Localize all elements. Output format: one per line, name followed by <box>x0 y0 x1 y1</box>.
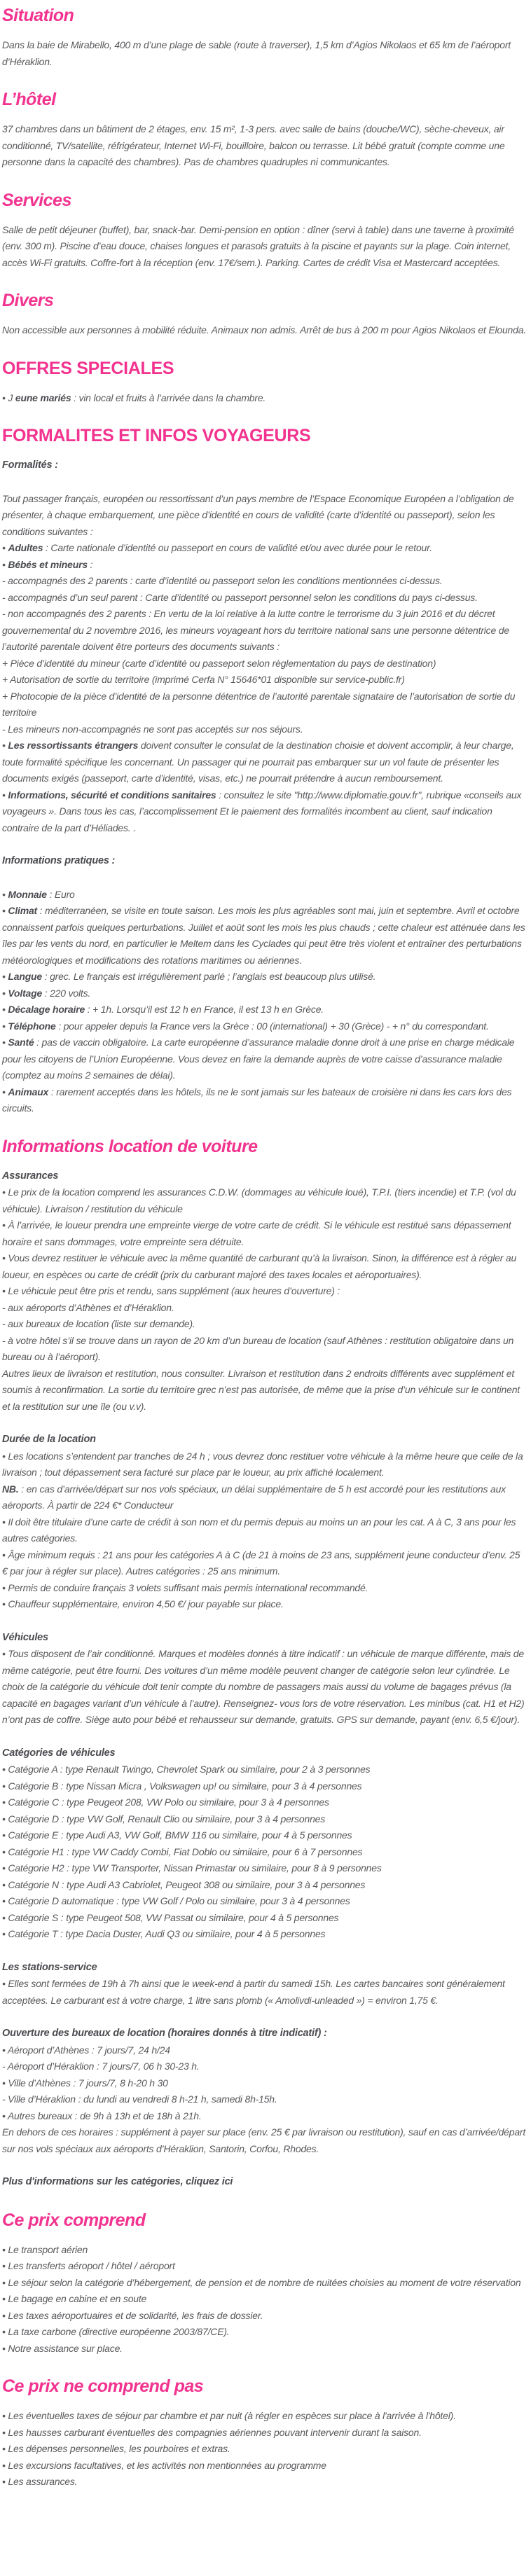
bullet-item <box>2 557 527 574</box>
text: • <box>2 905 8 916</box>
plus-item <box>2 688 527 721</box>
bullet-item <box>2 1217 527 1250</box>
bold-text: Informations, sécurité et conditions sanitaires <box>8 789 216 801</box>
bold-text: Animaux <box>8 1086 49 1097</box>
section-ce-prix-comprend <box>2 2210 527 2357</box>
bullet-item <box>2 2308 527 2325</box>
section-heading: Informations location de voiture <box>2 1136 258 1156</box>
bullet-item <box>2 2425 527 2442</box>
section-services <box>2 191 527 272</box>
text: • Aéroport d’Athènes : 7 jours/7, 24 h/24 <box>2 2044 170 2056</box>
text: • <box>2 971 8 982</box>
text: • <box>2 1037 8 1048</box>
text: + Pièce d’identité du mineur (carte d’identité ou passeport selon règlementation du pays de destination) <box>2 657 436 669</box>
spacer <box>2 870 527 887</box>
bullet-item <box>2 1514 527 1547</box>
text: • Permis de conduire français 3 volets suffisant mais permis international recommandé. <box>2 1581 368 1593</box>
text: • Catégorie S : type Peugeot 508, VW Passat ou similaire, pour 4 à 5 personnes <box>2 1911 339 1923</box>
text: • Ville d’Athènes : 7 jours/7, 8 h-20 h 30 <box>2 2077 168 2089</box>
spacer <box>2 1943 527 1960</box>
text: + Photocopie de la pièce d’identité de la personne détentrice de l’autorité parentale signataire de l’autorisation de sortie du territoire <box>2 690 516 718</box>
text: - Les mineurs non-accompagnés ne sont pas acceptés sur nos séjours. <box>2 723 303 735</box>
text: • <box>2 558 8 570</box>
text: • Catégorie C : type Peugeot 208, VW Polo ou similaire, pour 3 à 4 personnes <box>2 1796 329 1808</box>
sub-heading <box>2 2026 527 2042</box>
text: Dans la baie de Mirabello, 400 m d’une plage de sable (route à traverser), 1,5 km d’Agios Nikolaos et 65 km de l’aéroport d’Héraklion. <box>2 39 511 67</box>
bullet-item <box>2 1580 527 1597</box>
text: - non accompagnés des 2 parents : En vertu de la loi relative à la lutte contre le terrorisme du 3 juin 2016 et du décret gouvernemental du 2 novembre 2016, les mineurs voyageant hors du territoire national sans une personne détentrice de l’autorité parentale doivent être porteurs des documents suivants : <box>2 608 509 652</box>
text: • Les hausses carburant éventuelles des compagnies aériennes pouvant intervenir durant la saison. <box>2 2426 422 2438</box>
bullet-item <box>2 1860 527 1877</box>
text: • Elles sont fermées de 19h à 7h ainsi que le week-end à partir du samedi 15h. Les cartes bancaires sont généralement acceptées. Le carburant est à votre charge, 1 litre sans plomb (« Amolivdi-unleaded ») = environ 1,75 €. <box>2 1978 505 2006</box>
text: • Le séjour selon la catégorie d’hébergement, de pension et de nombre de nuitées choisies au moment de votre réservation <box>2 2276 521 2288</box>
text: En dehors de ces horaires : supplément à payer sur place (env. 25 € par livraison ou restitution), sauf en cas d’arrivée/départ sur nos vols spéciaux aux aéroports d’Héraklion, Santorin, Corfou, Rhodes. <box>2 2126 526 2154</box>
text: • Les assurances. <box>2 2476 78 2487</box>
plus-item <box>2 672 527 688</box>
text: : méditerranéen, se visite en toute saison. Les mois les plus agréables sont mai, juin et septembre. Avril et octobre connaissent parfois quelques perturbations. Juillet et août sont les mois les plus chauds ; cette chaleur est atténuée dans les îles par les vents du nord, en particulier le Meltem dans les Cyclades qui peut être très violent et entraîner des perturbations météorologiques et modifications des rotations maritimes ou aériennes. <box>2 905 525 966</box>
text: Salle de petit déjeuner (buffet), bar, snack-bar. Demi-pension en option : dîner (servi à table) dans une taverne à proximité (env. 300 m). Piscine d’eau douce, chaises longues et parasols gratuits à la piscine et payants sur la plage. Coin internet, accès Wi-Fi gratuits. Coffre-fort à la réception (env. 17€/sem.). Parking. Cartes de crédit Visa et Mastercard acceptées. <box>2 223 514 268</box>
bullet-item <box>2 1018 527 1035</box>
bullet-item <box>2 969 527 985</box>
text: • Notre assistance sur place. <box>2 2342 123 2354</box>
dash-item <box>2 606 527 656</box>
text: : + 1h. Lorsqu’il est 12 h en France, il est 13 h en Grèce. <box>85 1004 324 1015</box>
spacer <box>2 836 527 853</box>
bullet-item <box>2 887 527 903</box>
bullet-item <box>2 1827 527 1844</box>
dash-item <box>2 2058 527 2075</box>
bold-text: Adultes <box>8 542 43 553</box>
paragraph <box>2 491 527 541</box>
bullet-item <box>2 1910 527 1927</box>
bullet-item <box>2 2242 527 2259</box>
spacer <box>2 1729 527 1745</box>
text: • Les éventuelles taxes de séjour par chambre et par nuit (à régler en espèces sur place à l'arrivée à l'hôtel). <box>2 2410 456 2421</box>
section-heading: Divers <box>2 291 54 310</box>
text: - à votre hôtel s’il se trouve dans un rayon de 20 km d’un bureau de location (sauf Athènes : restitution obligatoire dans un bureau ou à l’aéroport). <box>2 1334 514 1362</box>
bullet-item <box>2 2258 527 2275</box>
text: • Il doit être titulaire d’une carte de crédit à son nom et du permis depuis au moins un an pour les cat. A à C, 3 ans pour les autres catégories. <box>2 1516 516 1544</box>
bullet-item <box>2 390 527 407</box>
bullet-item <box>2 2324 527 2341</box>
text: : 220 volts. <box>42 987 91 999</box>
section-heading: Situation <box>2 6 74 25</box>
text: 37 chambres dans un bâtiment de 2 étages, env. 15 m², 1-3 pers. avec salle de bains (douche/WC), sèche-cheveux, air conditionné, TV/satellite, réfrigérateur, Internet Wi-Fi, bouilloire, balcon ou terrasse. Lit bébé gratuit (compte comme une personne dans la capacité des chambres). Pas de chambres quadruples ni communicantes. <box>2 123 505 167</box>
bold-text: Monnaie <box>8 888 47 900</box>
bold-text: Assurances <box>2 1170 59 1182</box>
bullet-item <box>2 1926 527 1943</box>
spacer <box>2 2009 527 2026</box>
spacer <box>2 2157 527 2174</box>
bullet-item <box>2 1893 527 1910</box>
bullet-item <box>2 1844 527 1861</box>
section-heading: FORMALITES ET INFOS VOYAGEURS <box>2 426 311 445</box>
bold-text: Décalage horaire <box>8 1004 85 1015</box>
bullet-item <box>2 2291 527 2308</box>
section-ce-prix-ne-comprend-pas <box>2 2376 527 2491</box>
dash-item <box>2 590 527 607</box>
bullet-item <box>2 1646 527 1729</box>
bold-text: Formalités : <box>2 459 58 471</box>
bold-text: eune mariés <box>15 392 71 403</box>
text: • Catégorie A : type Renault Twingo, Chevrolet Spark ou similaire, pour 2 à 3 personnes <box>2 1764 371 1775</box>
section-informations-location-de-voiture <box>2 1137 527 2191</box>
bold-text: Bébés et mineurs <box>8 558 88 570</box>
text: : grec. Le français est irrégulièrement parlé ; l’anglais est beaucoup plus utilisé. <box>42 971 376 982</box>
bold-text: Les ressortissants étrangers <box>8 740 139 751</box>
bold-text: Les stations-service <box>2 1961 97 1973</box>
bullet-item <box>2 2458 527 2474</box>
dash-item <box>2 1333 527 1366</box>
text: • Catégorie T : type Dacia Duster, Audi Q3 ou similaire, pour 4 à 5 personnes <box>2 1928 326 1939</box>
paragraph <box>2 1366 527 1415</box>
bullet-item <box>2 1448 527 1481</box>
bullet-item <box>2 1811 527 1828</box>
dash-item <box>2 721 527 738</box>
bullet-item <box>2 2474 527 2491</box>
bold-text: Durée de la location <box>2 1434 96 1445</box>
sub-heading <box>2 1432 527 1448</box>
bold-text: Véhicules <box>2 1631 48 1643</box>
bullet-item <box>2 2275 527 2292</box>
paragraph <box>2 2124 527 2157</box>
text: • Catégorie N : type Audi A3 Cabriolet, Peugeot 308 ou similaire, pour 3 à 4 personnes <box>2 1878 366 1890</box>
plus-item <box>2 656 527 672</box>
section-situation <box>2 6 527 70</box>
text: • J <box>2 392 15 403</box>
text: : rarement acceptés dans les hôtels, ils ne le sont jamais sur les bateaux de croisière ni dans les cars lors des circuits. <box>2 1086 512 1114</box>
sub-heading <box>2 457 527 474</box>
bullet-item <box>2 738 527 787</box>
bold-text: Plus d'informations sur les catégories, cliquez ici <box>2 2176 233 2187</box>
text: • <box>2 1020 8 1032</box>
text: • Les locations s’entendent par tranches de 24 h ; vous devrez donc restituer votre véhicule à la même heure que celle de la livraison ; tout dépassement sera facturé sur place par le loueur, au prix affiché localement. <box>2 1450 523 1478</box>
dash-item <box>2 2091 527 2108</box>
bold-text: Santé <box>8 1037 34 1048</box>
text: • Les transferts aéroport / hôtel / aéroport <box>2 2260 175 2271</box>
bullet-item <box>2 1184 527 1217</box>
text: Tout passager français, européen ou ressortissant d’un pays membre de l’Espace Economique Européen a l’obligation de présenter, à chaque embarquement, une pièce d’identité en cours de validité (carte d’identité ou passeport), selon les conditions suivantes : <box>2 492 514 537</box>
text: : pour appeler depuis la France vers la Grèce : 00 (international) + 30 (Grèce) - + n° du correspondant. <box>55 1020 489 1032</box>
text: - aux bureaux de location (liste sur demande). <box>2 1318 195 1329</box>
text: : pas de vaccin obligatoire. La carte européenne d’assurance maladie donne droit à une prise en charge médicale pour les citoyens de l’Union Européenne. Vous devez en faire la demande auprès de votre caisse d’assurance maladie (comptez au moins 2 semaines de délai). <box>2 1037 515 1081</box>
section-heading: Ce prix comprend <box>2 2210 146 2230</box>
bullet-item <box>2 1547 527 1580</box>
bullet-item <box>2 1778 527 1795</box>
bold-text: Ouverture des bureaux de location (horaires donnés à titre indicatif) : <box>2 2028 327 2039</box>
bullet-item <box>2 2341 527 2357</box>
text: • <box>2 740 8 751</box>
text: • <box>2 888 8 900</box>
bold-text: Climat <box>8 905 37 916</box>
section-heading: L’hôtel <box>2 90 56 109</box>
spacer <box>2 1415 527 1432</box>
text: - accompagnés des 2 parents : carte d’identité ou passeport selon les conditions mentionnées ci-dessus. <box>2 575 443 586</box>
text: - Aéroport d’Héraklion : 7 jours/7, 06 h 30-23 h. <box>2 2061 200 2072</box>
spacer <box>2 1613 527 1630</box>
text: • Le prix de la location comprend les assurances C.D.W. (dommages au véhicule loué), T.P.I. (tiers incendie) et T.P. (vol du véhicule). Livraison / restitution du véhicule <box>2 1186 516 1214</box>
section-heading: OFFRES SPECIALES <box>2 358 174 378</box>
bullet-item <box>2 2042 527 2059</box>
paragraph <box>2 121 527 171</box>
text: • Les dépenses personnelles, les pourboires et extras. <box>2 2443 230 2454</box>
text: + Autorisation de sortie du territoire (imprimé Cerfa N° 15646*01 disponible sur service-public.fr) <box>2 674 405 685</box>
bullet-item <box>2 1596 527 1613</box>
text: • Catégorie D : type VW Golf, Renault Clio ou similaire, pour 3 à 4 personnes <box>2 1813 326 1824</box>
text: • Les excursions facultatives, et les activités non mentionnées au programme <box>2 2459 326 2471</box>
text: • Vous devrez restituer le véhicule avec la même quantité de carburant qu’à la livraison. Sinon, la différence est à régler au loueur, en espèces ou carte de crédit (prix du carburant majoré des taxes locales et aéroportuaires). <box>2 1252 517 1280</box>
text: • Autres bureaux : de 9h à 13h et de 18h à 21h. <box>2 2110 202 2121</box>
bullet-item <box>2 1034 527 1084</box>
bullet-item <box>2 1794 527 1811</box>
section-offres-speciales <box>2 359 527 407</box>
text: : en cas d’arrivée/départ sur nos vols spéciaux, un délai supplémentaire de 5 h est accordé pour les restitutions aux aéroports. À partir de 224 €* Conducteur <box>2 1483 506 1511</box>
text: • Catégorie H2 : type VW Transporter, Nissan Primastar ou similaire, pour 8 à 9 personnes <box>2 1862 382 1874</box>
text: : Carte nationale d’identité ou passeport en cours de validité et/ou avec durée pour le retour. <box>43 542 432 553</box>
section-heading: Services <box>2 190 71 210</box>
text: - aux aéroports d’Athènes et d’Héraklion. <box>2 1301 174 1313</box>
text: : <box>87 558 93 570</box>
text: : consultez le site "http://www.diplomatie.gouv.fr", rubrique «conseils aux voyageurs ». Dans tous les cas, l’accomplissement Et le paiement des formalités incombent au client, sauf indication contraire de la part d’Héliades. . <box>2 789 522 833</box>
section-formalites-et-infos-voyageurs <box>2 426 527 1117</box>
section-heading: Ce prix ne comprend pas <box>2 2376 204 2396</box>
text: • Tous disposent de l’air conditionné. Marques et modèles donnés à titre indicatif : un véhicule de marque différente, mais de même catégorie, peut être fourni. Des voitures d’un même modèle peuvent changer de catégorie selon leur cylindrée. Le choix de la catégorie du véhicule doit tenir compte du nombre de passagers mais aussi du volume de bagages prévus (la capacité en bagages variant d’un véhicule à l’autre). Renseignez- vous lors de votre réservation. Les minibus (cat. H1 et H2) n’ont pas de coffre. Siège auto pour bébé et rehausseur sur demande, gratuits. GPS sur demande, payant (env. 6,5 €/jour). <box>2 1648 525 1725</box>
paragraph <box>2 1481 527 1514</box>
bullet-item <box>2 985 527 1002</box>
text: • Catégorie H1 : type VW Caddy Combi, Fiat Doblo ou similaire, pour 6 à 7 personnes <box>2 1846 363 1857</box>
bullet-item <box>2 903 527 969</box>
bullet-item <box>2 1976 527 2009</box>
bold-text: Langue <box>8 971 42 982</box>
dash-item <box>2 573 527 590</box>
sub-heading <box>2 1630 527 1647</box>
bold-text: Informations pratiques : <box>2 855 116 866</box>
text: • <box>2 987 8 999</box>
section-divers <box>2 291 527 339</box>
bullet-item <box>2 1084 527 1117</box>
section-hotel <box>2 90 527 171</box>
bullet-item <box>2 540 527 557</box>
text: • À l’arrivée, le loueur prendra une empreinte vierge de votre carte de crédit. Si le véhicule est restitué sans dépassement horaire et sans dommages, votre empreinte sera détruite. <box>2 1219 511 1247</box>
bullet-item <box>2 1283 527 1300</box>
text: • Le transport aérien <box>2 2243 88 2255</box>
paragraph <box>2 222 527 272</box>
bullet-item <box>2 2408 527 2425</box>
bullet-item <box>2 1002 527 1018</box>
bold-text: Téléphone <box>8 1020 56 1032</box>
text: • La taxe carbone (directive européenne 2003/87/CE). <box>2 2326 230 2337</box>
bold-text: Voltage <box>8 987 43 999</box>
bold-text: Catégories de véhicules <box>2 1747 116 1759</box>
text: • Âge minimum requis : 21 ans pour les catégories A à C (de 21 à moins de 23 ans, supplément jeune conducteur d’env. 25 € par jour à régler sur place). Autres catégories : 25 ans minimum. <box>2 1549 520 1577</box>
text: • Chauffeur supplémentaire, environ 4,50 €/ jour payable sur place. <box>2 1598 284 1609</box>
text: : Euro <box>46 888 75 900</box>
bullet-item <box>2 1761 527 1778</box>
text: • Le bagage en cabine et en soute <box>2 2293 147 2304</box>
text: • <box>2 1004 8 1015</box>
paragraph <box>2 37 527 70</box>
bullet-item <box>2 2441 527 2458</box>
dash-item <box>2 1300 527 1317</box>
more-info-link[interactable] <box>2 2174 527 2191</box>
text: • <box>2 1086 8 1097</box>
text: - Ville d’Héraklion : du lundi au vendredi 8 h-21 h, samedi 8h-15h. <box>2 2093 277 2105</box>
text: : vin local et fruits à l’arrivée dans la chambre. <box>71 392 266 403</box>
sub-heading <box>2 1168 527 1185</box>
text: • Les taxes aéroportuaires et de solidarité, les frais de dossier. <box>2 2309 263 2321</box>
text: • Catégorie D automatique : type VW Golf / Polo ou similaire, pour 3 à 4 personnes <box>2 1895 350 1906</box>
text: • Catégorie E : type Audi A3, VW Golf, BMW 116 ou similaire, pour 4 à 5 personnes <box>2 1829 352 1841</box>
text: • Le véhicule peut être pris et rendu, sans supplément (aux heures d’ouverture) : <box>2 1285 340 1296</box>
sub-heading <box>2 1960 527 1976</box>
spacer <box>2 474 527 491</box>
bullet-item <box>2 2075 527 2092</box>
text: • <box>2 789 8 801</box>
sub-heading <box>2 853 527 870</box>
paragraph <box>2 322 527 339</box>
bullet-item <box>2 1250 527 1283</box>
text: • Catégorie B : type Nissan Micra , Volkswagen up! ou similaire, pour 3 à 4 personnes <box>2 1780 362 1792</box>
bold-text: NB. <box>2 1483 19 1495</box>
text: doivent consulter le consulat de la destination choisie et doivent accomplir, à leur charge, toute formalité spécifique les concernant. Un passager qui ne pourrait pas embarquer sur un vol faute de présenter les documents exigés (passeport, carte d’identité, visas, etc.) ne pourrait prétendre à aucun remboursement. <box>2 740 514 784</box>
bullet-item <box>2 2108 527 2125</box>
dash-item <box>2 1316 527 1333</box>
text: • <box>2 542 8 553</box>
bullet-item <box>2 787 527 837</box>
text: Non accessible aux personnes à mobilité réduite. Animaux non admis. Arrêt de bus à 200 m pour Agios Nikolaos et Elounda. <box>2 324 526 335</box>
bullet-item <box>2 1877 527 1894</box>
text: Autres lieux de livraison et restitution, nous consulter. Livraison et restitution dans 2 endroits différents avec supplément et soumis à reconfirmation. La sortie du territoire grec n’est pas autorisée, de même que la prise d’un véhicule sur le continent et la restitution sur une île (ou v.v). <box>2 1367 520 1412</box>
sub-heading <box>2 1745 527 1762</box>
text: - accompagnés d’un seul parent : Carte d’identité ou passeport personnel selon les conditions du pays ci-dessus. <box>2 591 478 603</box>
